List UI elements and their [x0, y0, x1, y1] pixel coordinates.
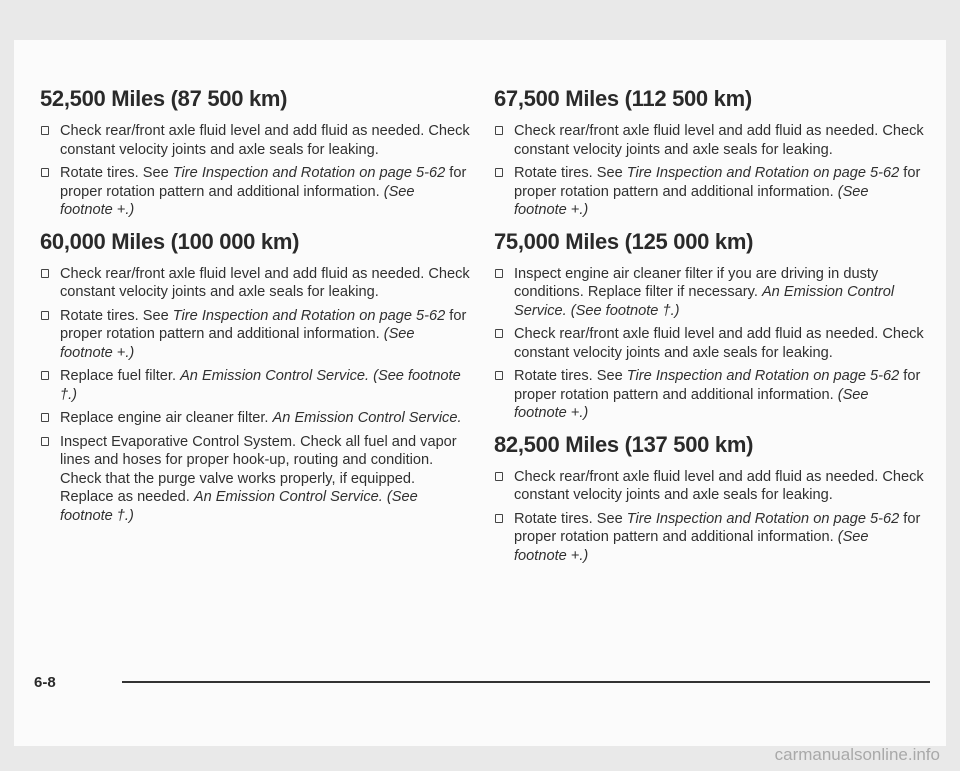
manual-page [14, 40, 946, 746]
left-column [40, 86, 470, 534]
checkbox-icon [495, 514, 503, 523]
checklist-item: Rotate tires. See Tire Inspection and Rotation on page 5-62 for proper rotation pattern and additional information. (See footnote +.) [494, 510, 924, 566]
checklist-item: Check rear/front axle fluid level and add fluid as needed. Check constant velocity joints and axle seals for leaking. [40, 122, 470, 159]
section-heading: 52,500 Miles (87 500 km) [40, 86, 288, 111]
right-column [494, 86, 924, 574]
checklist-item: Check rear/front axle fluid level and add fluid as needed. Check constant velocity joints and axle seals for leaking. [494, 325, 924, 362]
checklist-item: Inspect engine air cleaner filter if you are driving in dusty conditions. Replace filter if necessary. An Emission Control Service. (See footnote †.) [494, 265, 924, 321]
section-heading: 60,000 Miles (100 000 km) [40, 228, 300, 254]
checkbox-icon [495, 269, 503, 278]
checkbox-icon [41, 437, 49, 446]
section-52500 [40, 86, 470, 220]
checklist-item: Replace fuel filter. An Emission Control Service. (See footnote †.) [40, 367, 470, 404]
section-67500 [494, 86, 924, 220]
checkbox-icon [495, 371, 503, 380]
checklist-item: Check rear/front axle fluid level and add fluid as needed. Check constant velocity joints and axle seals for leaking. [494, 122, 924, 159]
checklist-item: Check rear/front axle fluid level and add fluid as needed. Check constant velocity joints and axle seals for leaking. [494, 468, 924, 505]
checklist-item: Inspect Evaporative Control System. Check all fuel and vapor lines and hoses for proper hook-up, routing and condition. Check that the purge valve works properly, if equipped. Replace as needed. An Emission Control Service. (See footnote †.) [40, 433, 470, 526]
checkbox-icon [41, 168, 49, 177]
section-75000 [494, 229, 924, 423]
checklist-item: Rotate tires. See Tire Inspection and Rotation on page 5-62 for proper rotation pattern and additional information. (See footnote +.) [40, 307, 470, 363]
checkbox-icon [41, 126, 49, 135]
section-60000 [40, 229, 470, 526]
section-heading: 75,000 Miles (125 000 km) [494, 228, 754, 254]
checklist-item: Check rear/front axle fluid level and add fluid as needed. Check constant velocity joints and axle seals for leaking. [40, 265, 470, 302]
footer-divider [122, 681, 930, 683]
checkbox-icon [495, 329, 503, 338]
section-heading: 67,500 Miles (112 500 km) [494, 86, 752, 111]
checkbox-icon [495, 472, 503, 481]
checkbox-icon [495, 126, 503, 135]
section-heading: 82,500 Miles (137 500 km) [494, 431, 754, 457]
page-number: 6-8 [34, 674, 56, 691]
checklist-item: Rotate tires. See Tire Inspection and Rotation on page 5-62 for proper rotation pattern and additional information. (See footnote +.) [494, 164, 924, 220]
checkbox-icon [41, 413, 49, 422]
checkbox-icon [41, 311, 49, 320]
checkbox-icon [495, 168, 503, 177]
watermark-link[interactable]: carmanualsonline.info [774, 745, 940, 764]
checklist-item: Rotate tires. See Tire Inspection and Rotation on page 5-62 for proper rotation pattern and additional information. (See footnote +.) [40, 164, 470, 220]
checkbox-icon [41, 269, 49, 278]
checklist-item: Replace engine air cleaner filter. An Emission Control Service. [40, 409, 470, 428]
section-82500 [494, 432, 924, 566]
checklist-item: Rotate tires. See Tire Inspection and Rotation on page 5-62 for proper rotation pattern and additional information. (See footnote +.) [494, 367, 924, 423]
checkbox-icon [41, 371, 49, 380]
